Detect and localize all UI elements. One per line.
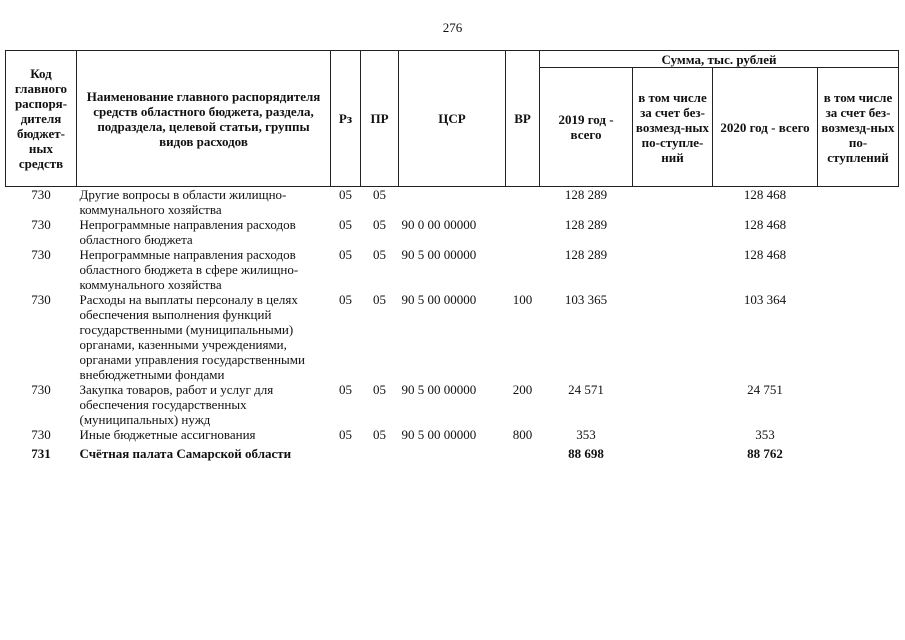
cell-vr: 100 — [512, 292, 533, 307]
header-sum: Сумма, тыс. рублей — [540, 51, 899, 68]
cell-code: 730 — [31, 187, 51, 202]
cell-pr — [361, 442, 399, 461]
table-row — [6, 442, 899, 461]
header-vr: ВР — [506, 51, 540, 187]
header-name: Наименование главного распорядителя средств областного бюджета, раздела, подраздела, целевой статьи, группы видов расходов — [77, 51, 331, 187]
cell-2020-total: 128 468 — [743, 187, 787, 202]
cell-2019-total: 88 698 — [568, 446, 604, 461]
cell-pr: 05 — [373, 292, 386, 307]
cell-2020-total: 24 751 — [747, 382, 783, 397]
cell-csr: 90 5 00 00000 — [401, 247, 477, 262]
table-row — [6, 427, 899, 442]
cell-vr: 800 — [512, 427, 533, 442]
cell-code: 730 — [31, 217, 51, 232]
cell-rz: 05 — [339, 292, 352, 307]
cell-2020-free — [818, 217, 899, 247]
cell-2019-free — [633, 382, 713, 427]
header-2019-total: 2019 год - всего — [540, 68, 633, 187]
cell-csr: 90 5 00 00000 — [401, 292, 477, 307]
cell-name: Иные бюджетные ассигнования — [79, 427, 256, 442]
cell-2019-total: 103 365 — [564, 292, 608, 307]
cell-2019-free — [633, 247, 713, 292]
header-pr: ПР — [361, 51, 399, 187]
table-row — [6, 217, 899, 247]
cell-2019-free — [633, 442, 713, 461]
cell-rz: 05 — [339, 247, 352, 262]
cell-code: 730 — [31, 427, 51, 442]
cell-code: 730 — [31, 292, 51, 307]
cell-2019-free — [633, 427, 713, 442]
cell-2019-total: 128 289 — [564, 187, 608, 202]
cell-rz: 05 — [339, 382, 352, 397]
cell-pr: 05 — [373, 247, 386, 262]
cell-csr: 90 5 00 00000 — [401, 427, 477, 442]
cell-2019-free — [633, 217, 713, 247]
header-rz: Рз — [331, 51, 361, 187]
cell-csr: 90 5 00 00000 — [401, 382, 477, 397]
table-row — [6, 247, 899, 292]
cell-csr: 90 0 00 00000 — [401, 217, 477, 232]
table-row — [6, 187, 899, 218]
cell-rz — [331, 442, 361, 461]
cell-pr: 05 — [373, 427, 386, 442]
cell-2019-free — [633, 187, 713, 218]
cell-vr: 200 — [512, 382, 533, 397]
cell-name: Непрограммные направления расходов областного бюджета — [79, 217, 296, 247]
header-2020-free: в том числе за счет без-возмезд-ных по-ступлений — [818, 68, 899, 187]
header-csr: ЦСР — [399, 51, 506, 187]
cell-csr — [399, 187, 506, 218]
cell-2019-total: 24 571 — [568, 382, 604, 397]
cell-vr — [506, 217, 540, 247]
cell-2019-total: 128 289 — [564, 247, 608, 262]
header-2020-total: 2020 год - всего — [713, 68, 818, 187]
table-header — [6, 51, 899, 187]
budget-table — [5, 50, 899, 461]
cell-name: Расходы на выплаты персоналу в целях обеспечения выполнения функций государственными (муниципальными) органами, казенными учреждениями, органами управления государственными внебюджетными фондами — [79, 292, 305, 382]
cell-rz: 05 — [339, 187, 352, 202]
table-row — [6, 292, 899, 382]
cell-code: 730 — [31, 247, 51, 262]
cell-2020-total: 128 468 — [743, 217, 787, 232]
cell-csr — [399, 442, 506, 461]
cell-pr: 05 — [373, 187, 386, 202]
cell-vr — [506, 247, 540, 292]
cell-name: Непрограммные направления расходов областного бюджета в сфере жилищно-коммунального хозяйства — [79, 247, 299, 292]
cell-2020-free — [818, 292, 899, 382]
cell-2019-total: 128 289 — [564, 217, 608, 232]
page-number: 276 — [442, 20, 463, 35]
header-code: Код главного распоря-дителя бюджет-ных средств — [6, 51, 77, 187]
cell-2020-total: 88 762 — [747, 446, 783, 461]
cell-name: Другие вопросы в области жилищно-коммунального хозяйства — [79, 187, 287, 217]
table-row — [6, 382, 899, 427]
cell-code: 730 — [31, 382, 51, 397]
cell-2020-free — [818, 442, 899, 461]
cell-2020-free — [818, 187, 899, 218]
cell-2020-free — [818, 382, 899, 427]
cell-2019-total: 353 — [576, 427, 596, 442]
cell-vr — [506, 442, 540, 461]
cell-2020-total: 353 — [755, 427, 775, 442]
cell-code: 731 — [31, 446, 51, 461]
cell-2020-total: 103 364 — [743, 292, 787, 307]
cell-rz: 05 — [339, 427, 352, 442]
cell-rz: 05 — [339, 217, 352, 232]
table-body — [6, 187, 899, 462]
cell-2020-free — [818, 247, 899, 292]
cell-2020-free — [818, 427, 899, 442]
cell-pr: 05 — [373, 382, 386, 397]
header-2019-free: в том числе за счет без-возмезд-ных по-ступле-ний — [633, 68, 713, 187]
cell-name: Закупка товаров, работ и услуг для обеспечения государственных (муниципальных) нужд — [79, 382, 274, 427]
cell-2020-total: 128 468 — [743, 247, 787, 262]
cell-2019-free — [633, 292, 713, 382]
cell-name: Счётная палата Самарской области — [79, 446, 292, 461]
cell-pr: 05 — [373, 217, 386, 232]
cell-vr — [506, 187, 540, 218]
